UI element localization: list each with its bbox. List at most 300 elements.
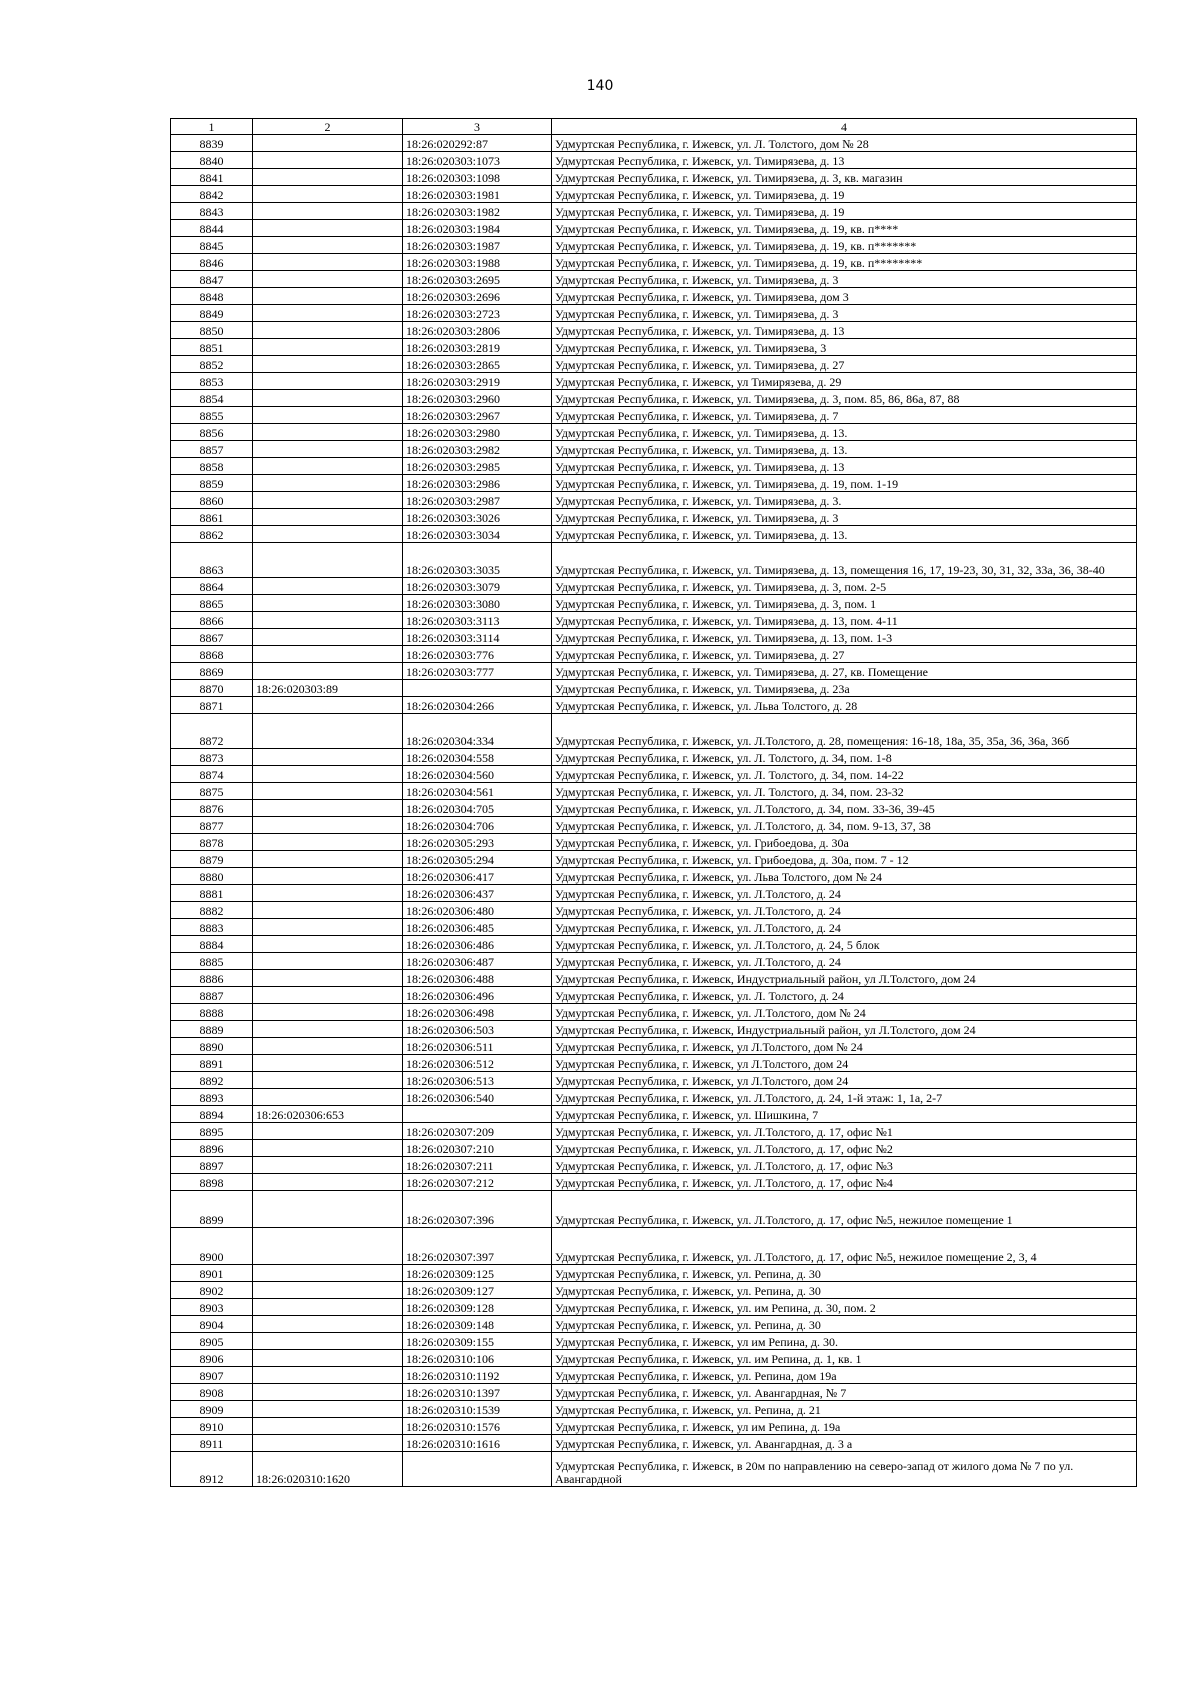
cadastral-number-col3-cell: 18:26:020303:3034 [403,526,552,543]
cadastral-number-col2-cell [253,441,403,458]
row-number-cell: 8861 [171,509,253,526]
table-row [171,1021,1137,1038]
cadastral-number-col3-cell: 18:26:020303:2986 [403,475,552,492]
cadastral-number-col3-cell: 18:26:020306:487 [403,953,552,970]
cadastral-number-col2-cell [253,254,403,271]
cadastral-number-col3-cell: 18:26:020303:2806 [403,322,552,339]
table-row [171,220,1137,237]
address-cell: Удмуртская Республика, г. Ижевск, ул. Тимирязева, д. 3. [552,492,1137,509]
address-cell: Удмуртская Республика, г. Ижевск, ул. Репина, дом 19а [552,1367,1137,1384]
cadastral-number-col3-cell: 18:26:020307:209 [403,1123,552,1140]
address-cell: Удмуртская Республика, г. Ижевск, ул. Тимирязева, д. 3, кв. магазин [552,169,1137,186]
table-row [171,919,1137,936]
row-number-cell: 8847 [171,271,253,288]
cadastral-number-col2-cell [253,1265,403,1282]
cadastral-number-col3-cell: 18:26:020303:2695 [403,271,552,288]
cadastral-number-col2-cell [253,1072,403,1089]
row-number-cell: 8848 [171,288,253,305]
table-row [171,970,1137,987]
table-row [171,1004,1137,1021]
row-number-cell: 8891 [171,1055,253,1072]
row-number-cell: 8873 [171,749,253,766]
cadastral-number-col2-cell [253,475,403,492]
row-number-cell: 8878 [171,834,253,851]
cadastral-number-col3-cell: 18:26:020307:211 [403,1157,552,1174]
cadastral-number-col2-cell [253,373,403,390]
cadastral-number-col3-cell: 18:26:020303:2985 [403,458,552,475]
table-row [171,1174,1137,1191]
table-row [171,800,1137,817]
cadastral-number-col2-cell [253,749,403,766]
table-row [171,135,1137,152]
address-cell: Удмуртская Республика, г. Ижевск, ул. Л.Толстого, д. 24 [552,902,1137,919]
table-row [171,458,1137,475]
cadastral-number-col3-cell: 18:26:020303:3080 [403,595,552,612]
cadastral-number-col2-cell [253,885,403,902]
address-cell: Удмуртская Республика, г. Ижевск, ул. Л.Толстого, д. 17, офис №3 [552,1157,1137,1174]
cadastral-number-col3-cell: 18:26:020303:3113 [403,612,552,629]
table-row [171,1299,1137,1316]
row-number-cell: 8858 [171,458,253,475]
cadastral-number-col2-cell [253,1435,403,1452]
address-cell: Удмуртская Республика, г. Ижевск, ул. Тимирязева, д. 13. [552,441,1137,458]
cadastral-number-col3-cell: 18:26:020303:1073 [403,152,552,169]
row-number-cell: 8911 [171,1435,253,1452]
address-cell: Удмуртская Республика, г. Ижевск, Индустриальный район, ул Л.Толстого, дом 24 [552,970,1137,987]
cadastral-number-col2-cell [253,152,403,169]
row-number-cell: 8849 [171,305,253,322]
cadastral-number-col3-cell: 18:26:020310:1192 [403,1367,552,1384]
row-number-cell: 8881 [171,885,253,902]
address-cell: Удмуртская Республика, г. Ижевск, ул. Л.Толстого, д. 28, помещения: 16-18, 18а, 35, 35а, 36, 36а, 36б [552,714,1137,749]
row-number-cell: 8856 [171,424,253,441]
cadastral-number-col2-cell [253,169,403,186]
table-row [171,578,1137,595]
cadastral-number-col2-cell [253,1316,403,1333]
cadastral-number-col2-cell [253,1401,403,1418]
row-number-cell: 8906 [171,1350,253,1367]
address-cell: Удмуртская Республика, г. Ижевск, ул. Л. Толстого, д. 34, пом. 1-8 [552,749,1137,766]
cadastral-number-col2-cell [253,800,403,817]
address-cell: Удмуртская Республика, г. Ижевск, ул. Тимирязева, д. 19 [552,186,1137,203]
cadastral-number-col3-cell: 18:26:020310:106 [403,1350,552,1367]
cadastral-number-col3-cell: 18:26:020309:127 [403,1282,552,1299]
table-row [171,1384,1137,1401]
cadastral-number-col2-cell [253,1123,403,1140]
table-row [171,851,1137,868]
row-number-cell: 8855 [171,407,253,424]
row-number-cell: 8871 [171,697,253,714]
address-cell: Удмуртская Республика, г. Ижевск, ул. Л.Толстого, д. 24, 1-й этаж: 1, 1а, 2-7 [552,1089,1137,1106]
table-row [171,424,1137,441]
address-cell: Удмуртская Республика, г. Ижевск, ул. Л.Толстого, д. 24, 5 блок [552,936,1137,953]
cadastral-number-col3-cell: 18:26:020303:777 [403,663,552,680]
address-cell: Удмуртская Республика, г. Ижевск, в 20м по направлению на северо-запад от жилого дома № 7 по ул. Авангардной [552,1452,1137,1487]
cadastral-number-col2-cell [253,390,403,407]
cadastral-number-col3-cell: 18:26:020303:2982 [403,441,552,458]
cadastral-number-col3-cell: 18:26:020303:1984 [403,220,552,237]
row-number-cell: 8843 [171,203,253,220]
cadastral-number-col3-cell: 18:26:020309:128 [403,1299,552,1316]
cadastral-number-col2-cell [253,424,403,441]
cadastral-number-col3-cell: 18:26:020303:1988 [403,254,552,271]
cadastral-number-col3-cell: 18:26:020307:396 [403,1191,552,1228]
address-cell: Удмуртская Республика, г. Ижевск, ул. Льва Толстого, дом № 24 [552,868,1137,885]
address-cell: Удмуртская Республика, г. Ижевск, ул. Л. Толстого, д. 34, пом. 14-22 [552,766,1137,783]
table-row [171,1401,1137,1418]
address-cell: Удмуртская Республика, г. Ижевск, ул. Тимирязева, 3 [552,339,1137,356]
table-row [171,1038,1137,1055]
column-header-2: 2 [253,119,403,135]
row-number-cell: 8864 [171,578,253,595]
table-row [171,868,1137,885]
cadastral-number-col2-cell [253,1004,403,1021]
cadastral-number-col3-cell: 18:26:020303:2696 [403,288,552,305]
cadastral-number-col3-cell [403,1452,552,1487]
table-row [171,526,1137,543]
address-cell: Удмуртская Республика, г. Ижевск, ул. Тимирязева, д. 19, кв. п******** [552,254,1137,271]
row-number-cell: 8859 [171,475,253,492]
row-number-cell: 8896 [171,1140,253,1157]
address-cell: Удмуртская Республика, г. Ижевск, ул. Л. Толстого, дом № 28 [552,135,1137,152]
address-cell: Удмуртская Республика, г. Ижевск, ул им Репина, д. 30. [552,1333,1137,1350]
row-number-cell: 8880 [171,868,253,885]
cadastral-number-col2-cell [253,1174,403,1191]
row-number-cell: 8865 [171,595,253,612]
cadastral-number-col2-cell [253,1038,403,1055]
cadastral-number-col3-cell: 18:26:020303:2723 [403,305,552,322]
address-cell: Удмуртская Республика, г. Ижевск, ул Тимирязева, д. 29 [552,373,1137,390]
table-row [171,390,1137,407]
address-cell: Удмуртская Республика, г. Ижевск, ул. Л.Толстого, д. 17, офис №2 [552,1140,1137,1157]
cadastral-number-col2-cell [253,271,403,288]
address-cell: Удмуртская Республика, г. Ижевск, ул. Л.Толстого, д. 24 [552,885,1137,902]
row-number-cell: 8874 [171,766,253,783]
table-row [171,288,1137,305]
row-number-cell: 8850 [171,322,253,339]
cadastral-number-col2-cell [253,783,403,800]
row-number-cell: 8872 [171,714,253,749]
cadastral-number-col2-cell [253,987,403,1004]
address-cell: Удмуртская Республика, г. Ижевск, ул им Репина, д. 19а [552,1418,1137,1435]
row-number-cell: 8897 [171,1157,253,1174]
address-cell: Удмуртская Республика, г. Ижевск, ул. Л.Толстого, д. 34, пом. 9-13, 37, 38 [552,817,1137,834]
table-row [171,203,1137,220]
address-cell: Удмуртская Республика, г. Ижевск, ул. Л.Толстого, д. 17, офис №1 [552,1123,1137,1140]
row-number-cell: 8845 [171,237,253,254]
cadastral-number-col2-cell [253,868,403,885]
address-cell: Удмуртская Республика, г. Ижевск, ул. Тимирязева, д. 3 [552,271,1137,288]
cadastral-number-col2-cell [253,458,403,475]
cadastral-number-col3-cell: 18:26:020310:1539 [403,1401,552,1418]
registry-table [170,118,1137,1487]
address-cell: Удмуртская Республика, г. Ижевск, ул. Тимирязева, д. 3, пом. 1 [552,595,1137,612]
address-cell: Удмуртская Республика, г. Ижевск, ул. Тимирязева, д. 3, пом. 2-5 [552,578,1137,595]
address-cell: Удмуртская Республика, г. Ижевск, ул. Репина, д. 21 [552,1401,1137,1418]
address-cell: Удмуртская Республика, г. Ижевск, ул. им Репина, д. 1, кв. 1 [552,1350,1137,1367]
table-row [171,475,1137,492]
table-row [171,356,1137,373]
table-row [171,322,1137,339]
page-number: 140 [586,78,614,94]
address-cell: Удмуртская Республика, г. Ижевск, ул. Тимирязева, д. 13, пом. 4-11 [552,612,1137,629]
cadastral-number-col2-cell [253,612,403,629]
address-cell: Удмуртская Республика, г. Ижевск, ул. Репина, д. 30 [552,1282,1137,1299]
row-number-cell: 8854 [171,390,253,407]
address-cell: Удмуртская Республика, г. Ижевск, ул. Тимирязева, д. 13, помещения 16, 17, 19-23, 30, 31, 32, 33а, 36, 38-40 [552,543,1137,578]
cadastral-number-col3-cell: 18:26:020306:485 [403,919,552,936]
cadastral-number-col2-cell [253,766,403,783]
table-row [171,186,1137,203]
table-row [171,885,1137,902]
row-number-cell: 8863 [171,543,253,578]
row-number-cell: 8869 [171,663,253,680]
cadastral-number-col3-cell: 18:26:020306:417 [403,868,552,885]
table-row [171,697,1137,714]
cadastral-number-col3-cell [403,680,552,697]
cadastral-number-col3-cell: 18:26:020303:2819 [403,339,552,356]
cadastral-number-col2-cell [253,595,403,612]
cadastral-number-col3-cell: 18:26:020310:1397 [403,1384,552,1401]
cadastral-number-col3-cell: 18:26:020292:87 [403,135,552,152]
table-row [171,492,1137,509]
address-cell: Удмуртская Республика, г. Ижевск, ул Л.Толстого, дом 24 [552,1072,1137,1089]
address-cell: Удмуртская Республика, г. Ижевск, ул. Репина, д. 30 [552,1265,1137,1282]
table-row [171,373,1137,390]
cadastral-number-col3-cell: 18:26:020303:2960 [403,390,552,407]
table-row [171,339,1137,356]
cadastral-number-col3-cell: 18:26:020304:560 [403,766,552,783]
address-cell: Удмуртская Республика, г. Ижевск, ул. Тимирязева, д. 27 [552,356,1137,373]
cadastral-number-col3-cell: 18:26:020303:1098 [403,169,552,186]
cadastral-number-col2-cell [253,953,403,970]
table-row [171,1106,1137,1123]
row-number-cell: 8890 [171,1038,253,1055]
row-number-cell: 8910 [171,1418,253,1435]
cadastral-number-col2-cell [253,629,403,646]
row-number-cell: 8903 [171,1299,253,1316]
row-number-cell: 8884 [171,936,253,953]
table-row [171,1228,1137,1265]
row-number-cell: 8886 [171,970,253,987]
cadastral-number-col2-cell [253,1350,403,1367]
cadastral-number-col2-cell [253,220,403,237]
cadastral-number-col3-cell: 18:26:020307:212 [403,1174,552,1191]
row-number-cell: 8841 [171,169,253,186]
row-number-cell: 8876 [171,800,253,817]
address-cell: Удмуртская Республика, г. Ижевск, ул. Л.Толстого, д. 17, офис №5, нежилое помещение 2, 3, 4 [552,1228,1137,1265]
cadastral-number-col2-cell [253,1282,403,1299]
address-cell: Удмуртская Республика, г. Ижевск, ул. Л. Толстого, д. 24 [552,987,1137,1004]
table-row [171,1367,1137,1384]
cadastral-number-col2-cell [253,203,403,220]
cadastral-number-col2-cell [253,1157,403,1174]
table-row [171,817,1137,834]
cadastral-number-col2-cell [253,339,403,356]
address-cell: Удмуртская Республика, г. Ижевск, Индустриальный район, ул Л.Толстого, дом 24 [552,1021,1137,1038]
address-cell: Удмуртская Республика, г. Ижевск, ул. Тимирязева, д. 3, пом. 85, 86, 86а, 87, 88 [552,390,1137,407]
address-cell: Удмуртская Республика, г. Ижевск, ул. Тимирязева, д. 13, пом. 1-3 [552,629,1137,646]
row-number-cell: 8851 [171,339,253,356]
address-cell: Удмуртская Республика, г. Ижевск, ул. Тимирязева, д. 27 [552,646,1137,663]
cadastral-number-col2-cell [253,407,403,424]
table-row [171,612,1137,629]
address-cell: Удмуртская Республика, г. Ижевск, ул. Тимирязева, д. 13 [552,152,1137,169]
row-number-cell: 8889 [171,1021,253,1038]
address-cell: Удмуртская Республика, г. Ижевск, ул. Тимирязева, д. 19, кв. п**** [552,220,1137,237]
address-cell: Удмуртская Республика, г. Ижевск, ул. Льва Толстого, д. 28 [552,697,1137,714]
cadastral-number-col2-cell [253,1089,403,1106]
cadastral-number-col3-cell: 18:26:020303:2987 [403,492,552,509]
row-number-cell: 8904 [171,1316,253,1333]
cadastral-number-col3-cell: 18:26:020303:3114 [403,629,552,646]
cadastral-number-col2-cell [253,834,403,851]
cadastral-number-col3-cell: 18:26:020303:1982 [403,203,552,220]
address-cell: Удмуртская Республика, г. Ижевск, ул. Тимирязева, д. 19, пом. 1-19 [552,475,1137,492]
row-number-cell: 8892 [171,1072,253,1089]
cadastral-number-col3-cell: 18:26:020309:125 [403,1265,552,1282]
table-row [171,1191,1137,1228]
row-number-cell: 8862 [171,526,253,543]
cadastral-number-col3-cell: 18:26:020306:480 [403,902,552,919]
header-row [171,119,1137,135]
table-row [171,543,1137,578]
table-row [171,1123,1137,1140]
cadastral-number-col2-cell [253,902,403,919]
row-number-cell: 8909 [171,1401,253,1418]
cadastral-number-col2-cell [253,970,403,987]
cadastral-number-col2-cell [253,186,403,203]
cadastral-number-col2-cell [253,1021,403,1038]
cadastral-number-col2-cell [253,1367,403,1384]
cadastral-number-col3-cell: 18:26:020303:2865 [403,356,552,373]
column-header-1: 1 [171,119,253,135]
table-row [171,509,1137,526]
table-row [171,271,1137,288]
cadastral-number-col3-cell: 18:26:020306:486 [403,936,552,953]
cadastral-number-col3-cell [403,1106,552,1123]
row-number-cell: 8898 [171,1174,253,1191]
table-row [171,783,1137,800]
address-cell: Удмуртская Республика, г. Ижевск, ул. им Репина, д. 30, пом. 2 [552,1299,1137,1316]
address-cell: Удмуртская Республика, г. Ижевск, ул. Л.Толстого, дом № 24 [552,1004,1137,1021]
cadastral-number-col2-cell [253,1228,403,1265]
address-cell: Удмуртская Республика, г. Ижевск, ул Л.Толстого, дом № 24 [552,1038,1137,1055]
address-cell: Удмуртская Республика, г. Ижевск, ул Л.Толстого, дом 24 [552,1055,1137,1072]
address-cell: Удмуртская Республика, г. Ижевск, ул. Л. Толстого, д. 34, пом. 23-32 [552,783,1137,800]
table-row [171,237,1137,254]
row-number-cell: 8844 [171,220,253,237]
cadastral-number-col2-cell [253,509,403,526]
row-number-cell: 8901 [171,1265,253,1282]
table-row [171,441,1137,458]
cadastral-number-col2-cell [253,1384,403,1401]
cadastral-number-col3-cell: 18:26:020303:776 [403,646,552,663]
table-row [171,1333,1137,1350]
cadastral-number-col3-cell: 18:26:020303:3026 [403,509,552,526]
cadastral-number-col2-cell [253,1140,403,1157]
address-cell: Удмуртская Республика, г. Ижевск, ул. Л.Толстого, д. 34, пом. 33-36, 39-45 [552,800,1137,817]
cadastral-number-col3-cell: 18:26:020303:1987 [403,237,552,254]
cadastral-number-col2-cell [253,1299,403,1316]
address-cell: Удмуртская Республика, г. Ижевск, ул. Тимирязева, д. 3 [552,305,1137,322]
cadastral-number-col3-cell: 18:26:020304:705 [403,800,552,817]
row-number-cell: 8840 [171,152,253,169]
cadastral-number-col2-cell [253,578,403,595]
row-number-cell: 8852 [171,356,253,373]
table-row [171,936,1137,953]
row-number-cell: 8860 [171,492,253,509]
cadastral-number-col3-cell: 18:26:020306:513 [403,1072,552,1089]
address-cell: Удмуртская Республика, г. Ижевск, ул. Тимирязева, д. 7 [552,407,1137,424]
cadastral-number-col2-cell [253,356,403,373]
cadastral-number-col2-cell [253,1418,403,1435]
cadastral-number-col2-cell [253,492,403,509]
row-number-cell: 8912 [171,1452,253,1487]
table-row [171,749,1137,766]
table-row [171,834,1137,851]
row-number-cell: 8885 [171,953,253,970]
table-row [171,953,1137,970]
cadastral-number-col2-cell [253,305,403,322]
row-number-cell: 8908 [171,1384,253,1401]
table-row [171,1157,1137,1174]
cadastral-number-col2-cell [253,1333,403,1350]
row-number-cell: 8894 [171,1106,253,1123]
row-number-cell: 8902 [171,1282,253,1299]
row-number-cell: 8893 [171,1089,253,1106]
table-row [171,629,1137,646]
cadastral-number-col3-cell: 18:26:020310:1616 [403,1435,552,1452]
address-cell: Удмуртская Республика, г. Ижевск, ул. Шишкина, 7 [552,1106,1137,1123]
row-number-cell: 8867 [171,629,253,646]
row-number-cell: 8907 [171,1367,253,1384]
cadastral-number-col2-cell [253,936,403,953]
row-number-cell: 8846 [171,254,253,271]
cadastral-number-col2-cell [253,543,403,578]
table-row [171,1316,1137,1333]
row-number-cell: 8899 [171,1191,253,1228]
row-number-cell: 8888 [171,1004,253,1021]
cadastral-number-col2-cell: 18:26:020303:89 [253,680,403,697]
cadastral-number-col3-cell: 18:26:020304:706 [403,817,552,834]
table-row [171,714,1137,749]
cadastral-number-col3-cell: 18:26:020303:2919 [403,373,552,390]
address-cell: Удмуртская Республика, г. Ижевск, ул. Авангардная, № 7 [552,1384,1137,1401]
cadastral-number-col3-cell: 18:26:020306:496 [403,987,552,1004]
cadastral-number-col3-cell: 18:26:020306:511 [403,1038,552,1055]
row-number-cell: 8866 [171,612,253,629]
cadastral-number-col3-cell: 18:26:020306:498 [403,1004,552,1021]
cadastral-number-col3-cell: 18:26:020306:503 [403,1021,552,1038]
cadastral-number-col2-cell [253,1191,403,1228]
cadastral-number-col3-cell: 18:26:020303:3035 [403,543,552,578]
table-row [171,1089,1137,1106]
address-cell: Удмуртская Республика, г. Ижевск, ул. Тимирязева, д. 13. [552,424,1137,441]
address-cell: Удмуртская Республика, г. Ижевск, ул. Л.Толстого, д. 24 [552,919,1137,936]
row-number-cell: 8868 [171,646,253,663]
table-row [171,169,1137,186]
address-cell: Удмуртская Республика, г. Ижевск, ул. Тимирязева, д. 19 [552,203,1137,220]
table-row [171,1140,1137,1157]
row-number-cell: 8882 [171,902,253,919]
row-number-cell: 8870 [171,680,253,697]
cadastral-number-col2-cell: 18:26:020306:653 [253,1106,403,1123]
table-row [171,152,1137,169]
table-row [171,1265,1137,1282]
row-number-cell: 8877 [171,817,253,834]
row-number-cell: 8853 [171,373,253,390]
